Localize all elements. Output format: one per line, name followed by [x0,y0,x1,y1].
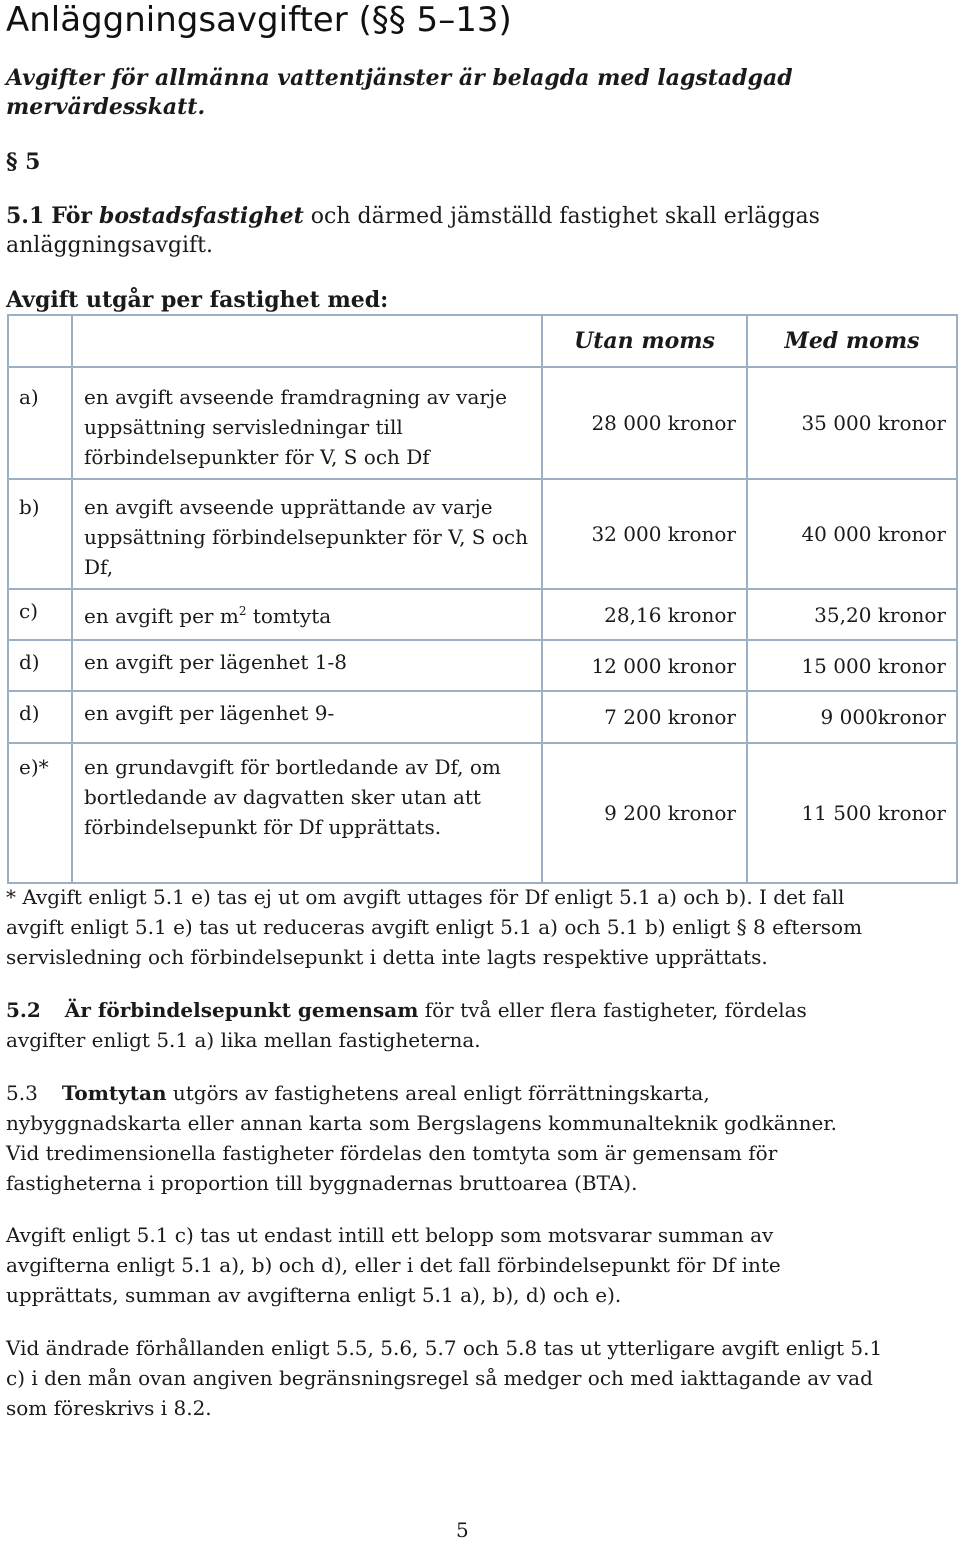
row-incl: 40 000 kronor [747,479,957,589]
section-number: 5.3 [6,1081,38,1105]
section-5-2-line-2: avgifter enligt 5.1 a) lika mellan fastigheterna. [6,1028,481,1052]
table-row [8,640,957,691]
section-5-3-term: Tomtytan [61,1081,167,1105]
page-title: Anläggningsavgifter (§§ 5–13) [6,0,512,40]
row-key: c) [8,589,72,640]
vat-note-line-1: Avgifter för allmänna vattentjänster är belagda med lagstadgad [6,65,793,91]
row-excl: 28,16 kronor [542,589,747,640]
row-desc: en grundavgift för bortledande av Df, om bortledande av dagvatten sker utan att förbindelsepunkt för Df upprättats. [72,743,542,883]
row-key: a) [8,367,72,479]
footnote-line-2: avgift enligt 5.1 e) tas ut reduceras avgift enligt 5.1 a) och 5.1 b) enligt § 8 eftersom [6,915,863,939]
section-5-2-rest: för två eller flera fastigheter, fördelas [424,998,807,1022]
row-key: d) [8,691,72,743]
paragraph-c-line-3: upprättats, summan av avgifterna enligt 5.1 a), b), d) och e). [6,1283,622,1307]
row-key: b) [8,479,72,589]
header-incl-vat: Med moms [747,315,957,367]
table-row [8,589,957,640]
section-5-3 [6,1078,710,1108]
row-excl: 28 000 kronor [542,367,747,479]
row-excl: 7 200 kronor [542,691,747,743]
section-5-3-line-4: fastigheterna i proportion till byggnadernas bruttoarea (BTA). [6,1171,638,1195]
paragraph-changes-line-1: Vid ändrade förhållanden enligt 5.5, 5.6, 5.7 och 5.8 tas ut ytterligare avgift enligt 5.1 [6,1336,883,1360]
footnote-line-3: servisledning och förbindelsepunkt i detta inte lagts respektive upprättats. [6,945,768,969]
paragraph-c-line-2: avgifterna enligt 5.1 a), b) och d), eller i det fall förbindelsepunkt för Df inte [6,1253,781,1277]
row-excl: 32 000 kronor [542,479,747,589]
row-desc [72,589,542,640]
header-empty-key [8,315,72,367]
row-excl: 9 200 kronor [542,743,747,883]
section-5-1 [6,202,820,231]
section-number: 5.1 [6,203,45,229]
section-5-3-rest: utgörs av fastighetens areal enligt förrättningskarta, [172,1081,710,1105]
footnote-line-1: * Avgift enligt 5.1 e) tas ej ut om avgift uttages för Df enligt 5.1 a) och b). I det fall [6,885,845,909]
table-header-row [8,315,957,367]
section-5-3-line-3: Vid tredimensionella fastigheter fördelas den tomtyta som är gemensam för [6,1141,778,1165]
row-incl: 35 000 kronor [747,367,957,479]
page-number: 5 [456,1518,469,1542]
row-key: d) [8,640,72,691]
row-excl: 12 000 kronor [542,640,747,691]
row-desc-superscript: 2 [238,604,247,618]
row-incl: 15 000 kronor [747,640,957,691]
row-desc: en avgift avseende framdragning av varje uppsättning servisledningar till förbindelsepunkter för V, S och Df [72,367,542,479]
row-desc: en avgift avseende upprättande av varje uppsättning förbindelsepunkter för V, S och Df, [72,479,542,589]
section-5-3-line-2: nybyggnadskarta eller annan karta som Bergslagens kommunalteknik godkänner. [6,1111,838,1135]
vat-note-line-2: mervärdesskatt. [6,94,206,120]
header-excl-vat: Utan moms [542,315,747,367]
table-row [8,367,957,479]
section-5-2-term: Är förbindelsepunkt gemensam [64,998,419,1022]
section-heading: § 5 [6,149,41,175]
paragraph-c-line-1: Avgift enligt 5.1 c) tas ut endast intill ett belopp som motsvarar summan av [6,1223,774,1247]
section-5-1-rest: och därmed jämställd fastighet skall erläggas [310,204,820,229]
paragraph-changes-line-3: som föreskrivs i 8.2. [6,1396,212,1420]
table-row [8,479,957,589]
section-5-2 [6,995,807,1025]
row-incl: 9 000kronor [747,691,957,743]
section-5-1-line-2: anläggningsavgift. [6,233,213,258]
row-incl: 11 500 kronor [747,743,957,883]
section-5-1-pre: För [51,203,92,229]
row-incl: 35,20 kronor [747,589,957,640]
row-desc: en avgift per lägenhet 1-8 [72,640,542,691]
table-intro: Avgift utgår per fastighet med: [6,287,389,313]
row-desc-text-post: tomtyta [246,604,332,628]
row-key: e)* [8,743,72,883]
fee-table [7,314,958,884]
section-5-1-term: bostadsfastighet [98,203,304,229]
table-row [8,743,957,883]
section-number: 5.2 [6,998,41,1022]
row-desc-text: en avgift per m [84,604,239,628]
paragraph-changes-line-2: c) i den mån ovan angiven begränsningsregel så medger och med iakttagande av vad [6,1366,873,1390]
row-desc: en avgift per lägenhet 9- [72,691,542,743]
table-row [8,691,957,743]
header-empty-desc [72,315,542,367]
